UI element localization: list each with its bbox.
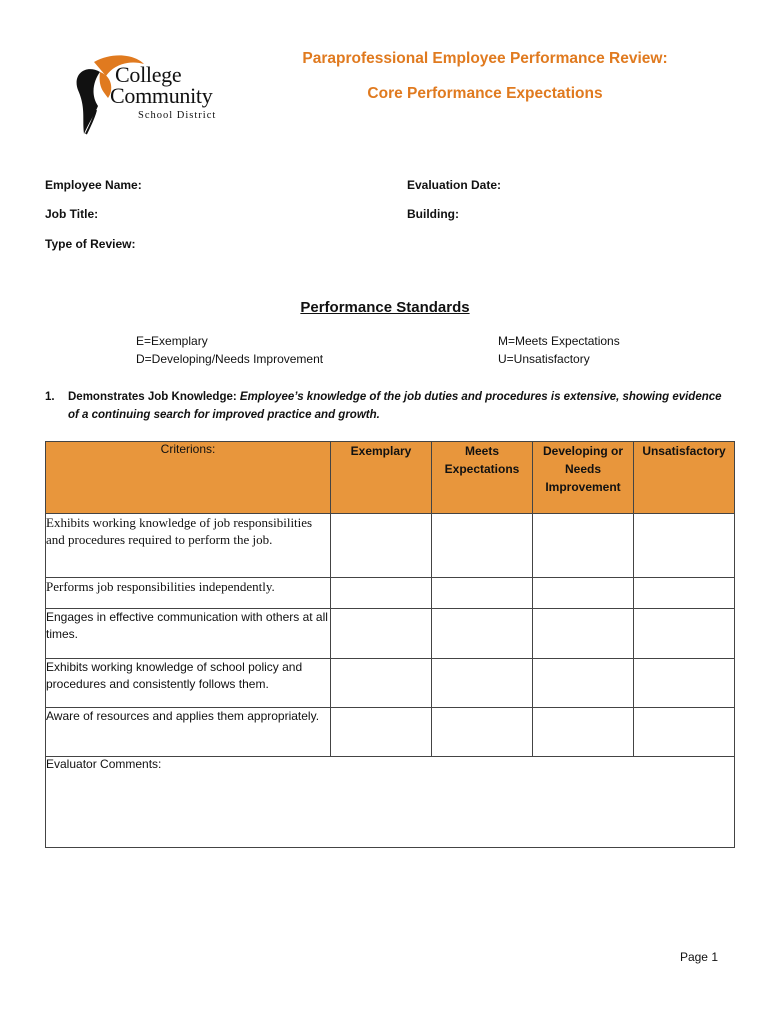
criterion-text: Exhibits working knowledge of school policy and procedures and consistently follows them. bbox=[46, 659, 331, 708]
rating-cell-developing[interactable] bbox=[533, 609, 634, 659]
legend-right bbox=[498, 332, 620, 368]
building-label[interactable]: Building: bbox=[407, 207, 459, 221]
rating-cell-unsatisfactory[interactable] bbox=[634, 659, 735, 708]
legend-exemplary: E=Exemplary bbox=[136, 334, 208, 348]
column-header-exemplary: Exemplary bbox=[331, 442, 432, 514]
employee-name-label[interactable]: Employee Name: bbox=[45, 178, 142, 192]
table-row bbox=[46, 514, 735, 578]
table-row bbox=[46, 708, 735, 757]
rating-cell-meets[interactable] bbox=[432, 659, 533, 708]
legend-developing: D=Developing/Needs Improvement bbox=[136, 352, 324, 366]
item-description: Employee’s knowledge of the job duties and procedures is extensive, showing evidence of a continuing search for improved practice and growth. bbox=[68, 391, 722, 421]
rating-cell-meets[interactable] bbox=[432, 514, 533, 578]
item-number: 1. bbox=[45, 391, 55, 403]
rating-cell-unsatisfactory[interactable] bbox=[634, 578, 735, 609]
rating-cell-unsatisfactory[interactable] bbox=[634, 708, 735, 757]
table-row bbox=[46, 609, 735, 659]
legend-left bbox=[136, 332, 323, 368]
column-header-meets: Meets Expectations bbox=[432, 442, 533, 514]
rating-cell-exemplary[interactable] bbox=[331, 514, 432, 578]
logo-line-college: College bbox=[115, 62, 182, 87]
rating-cell-developing[interactable] bbox=[533, 708, 634, 757]
logo-line-community: Community bbox=[110, 83, 213, 108]
comments-row bbox=[46, 757, 735, 848]
standard-item-1 bbox=[45, 388, 725, 424]
rating-cell-developing[interactable] bbox=[533, 514, 634, 578]
evaluator-comments-field[interactable]: Evaluator Comments: bbox=[46, 757, 735, 848]
criterions-header bbox=[46, 442, 331, 514]
logo-line-district: School District bbox=[138, 110, 217, 121]
rating-cell-unsatisfactory[interactable] bbox=[634, 514, 735, 578]
rating-cell-meets[interactable] bbox=[432, 708, 533, 757]
criterion-text: Engages in effective communication with others at all times. bbox=[46, 609, 331, 659]
rating-cell-meets[interactable] bbox=[432, 609, 533, 659]
rating-cell-developing[interactable] bbox=[533, 659, 634, 708]
rating-cell-meets[interactable] bbox=[432, 578, 533, 609]
evaluation-date-label[interactable]: Evaluation Date: bbox=[407, 178, 502, 192]
performance-standards-heading: Performance Standards bbox=[300, 299, 470, 316]
criterion-text: Performs job responsibilities independently. bbox=[46, 578, 331, 609]
job-title-label[interactable]: Job Title: bbox=[45, 207, 99, 221]
rating-cell-developing[interactable] bbox=[533, 578, 634, 609]
rating-cell-exemplary[interactable] bbox=[331, 659, 432, 708]
rating-cell-exemplary[interactable] bbox=[331, 609, 432, 659]
table-row bbox=[46, 659, 735, 708]
criterion-text: Aware of resources and applies them appropriately. bbox=[46, 708, 331, 757]
rating-cell-exemplary[interactable] bbox=[331, 708, 432, 757]
page-number: Page 1 bbox=[679, 950, 718, 964]
column-header-developing: Developing or Needs Improvement bbox=[533, 442, 634, 514]
rating-cell-unsatisfactory[interactable] bbox=[634, 609, 735, 659]
column-header-unsatisfactory: Unsatisfactory bbox=[634, 442, 735, 514]
document-title: Paraprofessional Employee Performance Review: bbox=[302, 50, 668, 67]
type-of-review-label[interactable]: Type of Review: bbox=[45, 237, 136, 251]
item-label: Demonstrates Job Knowledge: bbox=[68, 391, 237, 403]
table-row bbox=[46, 578, 735, 609]
legend-unsatisfactory: U=Unsatisfactory bbox=[498, 352, 590, 366]
criterion-text: Exhibits working knowledge of job responsibilities and procedures required to perform the job. bbox=[46, 514, 331, 578]
rating-cell-exemplary[interactable] bbox=[331, 578, 432, 609]
criteria-table bbox=[45, 441, 735, 848]
legend-meets: M=Meets Expectations bbox=[498, 334, 620, 348]
document-subtitle: Core Performance Expectations bbox=[367, 85, 603, 102]
criterions-header-label: Criterions: bbox=[160, 442, 216, 456]
